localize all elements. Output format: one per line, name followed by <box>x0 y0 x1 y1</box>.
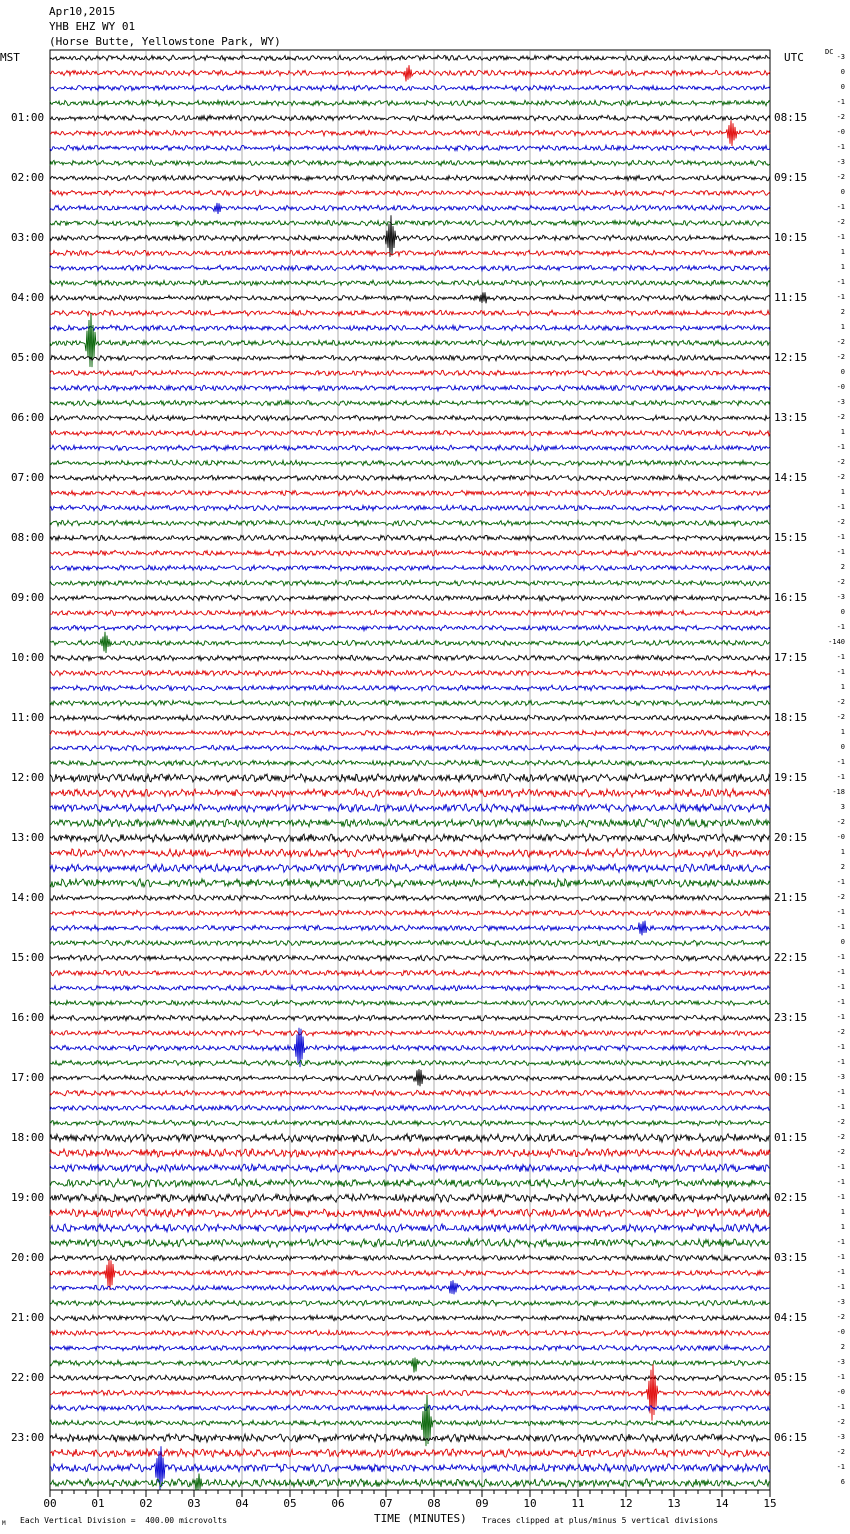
dc-offset-label: -1 <box>836 998 845 1006</box>
dc-offset-label: 0 <box>840 743 845 751</box>
dc-offset-label: -2 <box>836 818 845 826</box>
dc-offset-label: -0 <box>836 1328 845 1336</box>
dc-offset-label: -2 <box>836 1418 845 1426</box>
right-hour-label: 20:15 <box>774 831 808 844</box>
dc-offset-label: 1 <box>840 1223 845 1231</box>
trace-line <box>50 505 770 510</box>
right-hour-label: 12:15 <box>774 351 808 364</box>
trace-line <box>50 1069 770 1086</box>
dc-offset-label: 2 <box>840 308 845 316</box>
right-hour-label: 19:15 <box>774 771 808 784</box>
trace-line <box>50 535 770 541</box>
dc-offset-label: 3 <box>840 803 845 811</box>
dc-offset-label: -1 <box>836 233 845 241</box>
trace-line <box>50 1149 770 1157</box>
dc-offset-label: -2 <box>836 458 845 466</box>
trace-line <box>50 1105 770 1110</box>
trace-line <box>50 415 770 421</box>
dc-offset-label: 0 <box>840 608 845 616</box>
left-hour-label: 06:00 <box>11 411 45 424</box>
right-hour-label: 21:15 <box>774 891 808 904</box>
left-hour-label: 09:00 <box>11 591 45 604</box>
dc-offset-label: 0 <box>840 83 845 91</box>
x-tick-label: 15 <box>763 1497 777 1510</box>
dc-offset-label: -2 <box>836 218 845 226</box>
dc-offset-label: -3 <box>836 398 845 406</box>
dc-offset-label: -1 <box>836 1238 845 1246</box>
trace-line <box>50 85 770 91</box>
right-hour-label: 04:15 <box>774 1311 808 1324</box>
trace-line <box>50 292 770 303</box>
right-hour-label: 09:15 <box>774 171 808 184</box>
dc-offset-label: -1 <box>836 503 845 511</box>
right-hour-label: 00:15 <box>774 1071 808 1084</box>
dc-offset-label: -0 <box>836 1388 845 1396</box>
dc-offset-label: -1 <box>836 1253 845 1261</box>
dc-offset-label: -2 <box>836 1448 845 1456</box>
trace-line <box>50 1449 770 1457</box>
trace-line <box>50 325 770 331</box>
trace-line <box>50 1120 770 1126</box>
x-axis-title: TIME (MINUTES) <box>374 1512 467 1525</box>
x-tick-label: 14 <box>715 1497 729 1510</box>
trace-line <box>50 1330 770 1336</box>
dc-offset-label: -1 <box>836 1373 845 1381</box>
x-tick-label: 04 <box>235 1497 249 1510</box>
left-hour-label: 04:00 <box>11 291 45 304</box>
trace-line <box>50 100 770 105</box>
left-timezone-label: MST <box>0 51 20 64</box>
trace-line <box>50 910 770 915</box>
dc-offset-label: -2 <box>836 413 845 421</box>
trace-line <box>50 625 770 630</box>
trace-line <box>50 120 770 146</box>
dc-offset-label: -1 <box>836 1178 845 1186</box>
trace-line <box>50 1134 770 1142</box>
right-hour-label: 05:15 <box>774 1371 808 1384</box>
dc-offset-label: -1 <box>836 1283 845 1291</box>
right-timezone-label: UTC <box>784 51 804 64</box>
dc-offset-label: -1 <box>836 1193 845 1201</box>
trace-line <box>50 940 770 945</box>
x-axis-ticks <box>50 1490 770 1497</box>
trace-line <box>50 430 770 435</box>
dc-offset-label: -1 <box>836 1103 845 1111</box>
dc-offset-label: -2 <box>836 713 845 721</box>
dc-offset-label: -1 <box>836 1403 845 1411</box>
trace-line <box>50 220 770 226</box>
dc-offset-label: 0 <box>840 188 845 196</box>
trace-line <box>50 445 770 451</box>
dc-offset-label: -0 <box>836 833 845 841</box>
dc-offset-label: -3 <box>836 1298 845 1306</box>
trace-line <box>50 385 770 390</box>
dc-offset-label: -1 <box>836 773 845 781</box>
trace-line <box>50 370 770 375</box>
trace-line <box>50 1209 770 1217</box>
trace-line <box>50 595 770 601</box>
dc-offset-label: -3 <box>836 1073 845 1081</box>
dc-offset-label: -2 <box>836 338 845 346</box>
dc-offset-label: -1 <box>836 98 845 106</box>
dc-offset-label: -18 <box>832 788 845 796</box>
seismic-traces <box>50 55 770 1490</box>
dc-offset-label: 1 <box>840 248 845 256</box>
trace-line <box>50 65 770 81</box>
x-tick-label: 10 <box>523 1497 537 1510</box>
right-hour-label: 03:15 <box>774 1251 808 1264</box>
dc-offset-label: -1 <box>836 878 845 886</box>
trace-line <box>50 1060 770 1066</box>
right-hour-label: 11:15 <box>774 291 808 304</box>
dc-offset-label: 1 <box>840 488 845 496</box>
dc-offset-label: -1 <box>836 908 845 916</box>
dc-offset-label: -1 <box>836 653 845 661</box>
dc-offset-label: -1 <box>836 533 845 541</box>
dc-offset-label: -2 <box>836 893 845 901</box>
left-hour-label: 03:00 <box>11 231 45 244</box>
dc-offset-label: -140 <box>828 638 845 646</box>
trace-line <box>50 849 770 857</box>
left-hour-label: 10:00 <box>11 651 45 664</box>
dc-offset-label: 1 <box>840 848 845 856</box>
trace-line <box>50 400 770 406</box>
trace-line <box>50 1315 770 1321</box>
trace-line <box>50 921 770 936</box>
trace-line <box>50 970 770 976</box>
dc-offset-label: -1 <box>836 953 845 961</box>
dc-offset-label: 1 <box>840 323 845 331</box>
dc-offset-label: -2 <box>836 1148 845 1156</box>
trace-line <box>50 1224 770 1232</box>
dc-offset-label: -1 <box>836 623 845 631</box>
trace-line <box>50 700 770 706</box>
trace-line <box>50 1030 770 1036</box>
dc-offset-label: -2 <box>836 518 845 526</box>
trace-line <box>50 789 770 797</box>
dc-offset-label: -1 <box>836 293 845 301</box>
trace-line <box>50 355 770 360</box>
trace-line <box>50 565 770 570</box>
left-hour-label: 05:00 <box>11 351 45 364</box>
trace-line <box>50 1280 770 1294</box>
left-hour-label: 18:00 <box>11 1131 45 1144</box>
dc-offset-label: -2 <box>836 698 845 706</box>
trace-line <box>50 1090 770 1096</box>
dc-offset-label: -1 <box>836 443 845 451</box>
trace-line <box>50 1405 770 1411</box>
x-tick-label: 01 <box>91 1497 105 1510</box>
dc-offset-label: -1 <box>836 143 845 151</box>
trace-line <box>50 580 770 586</box>
dc-offset-label: -1 <box>836 1088 845 1096</box>
trace-line <box>50 1179 770 1187</box>
dc-offset-label: -3 <box>836 1433 845 1441</box>
dc-offset-label: 0 <box>840 68 845 76</box>
dc-offset-label: -2 <box>836 1313 845 1321</box>
dc-offset-label: -3 <box>836 53 845 61</box>
trace-line <box>50 1239 770 1247</box>
trace-line <box>50 730 770 736</box>
trace-line <box>50 1300 770 1305</box>
trace-line <box>50 610 770 616</box>
trace-line <box>50 819 770 827</box>
left-hour-label: 23:00 <box>11 1431 45 1444</box>
trace-line <box>50 310 770 316</box>
x-tick-label: 05 <box>283 1497 297 1510</box>
left-hour-label: 13:00 <box>11 831 45 844</box>
dc-offset-label: -1 <box>836 968 845 976</box>
trace-line <box>50 760 770 766</box>
dc-offset-header: DC <box>825 48 834 56</box>
dc-offset-label: -1 <box>836 758 845 766</box>
dc-offset-label: -2 <box>836 1118 845 1126</box>
right-hour-label: 06:15 <box>774 1431 808 1444</box>
trace-line <box>50 715 770 721</box>
dc-offset-label: 1 <box>840 428 845 436</box>
left-hour-label: 02:00 <box>11 171 45 184</box>
dc-offset-label: -3 <box>836 1358 845 1366</box>
left-hour-label: 20:00 <box>11 1251 45 1264</box>
dc-offset-label: -1 <box>836 923 845 931</box>
trace-line <box>50 745 770 751</box>
dc-offset-label: -0 <box>836 128 845 136</box>
right-hour-label: 08:15 <box>774 111 808 124</box>
trace-line <box>50 115 770 121</box>
trace-line <box>50 985 770 991</box>
x-tick-label: 07 <box>379 1497 393 1510</box>
dc-offset-label: -1 <box>836 1043 845 1051</box>
dc-offset-label: 1 <box>840 728 845 736</box>
trace-line <box>50 550 770 556</box>
x-tick-label: 02 <box>139 1497 153 1510</box>
dc-offset-label: -1 <box>836 668 845 676</box>
right-hour-label: 23:15 <box>774 1011 808 1024</box>
dc-offset-label: -1 <box>836 278 845 286</box>
station-code: YHB EHZ WY 01 <box>49 20 136 33</box>
left-hour-label: 21:00 <box>11 1311 45 1324</box>
trace-line <box>50 1255 770 1261</box>
trace-line <box>50 475 770 481</box>
trace-line <box>50 1000 770 1005</box>
dc-offset-label: 0 <box>840 938 845 946</box>
x-tick-label: 06 <box>331 1497 345 1510</box>
trace-line <box>50 1434 770 1442</box>
dc-offset-label: -2 <box>836 1133 845 1141</box>
dc-offset-label: 0 <box>840 368 845 376</box>
dc-offset-label: 2 <box>840 563 845 571</box>
trace-line <box>50 175 770 180</box>
right-hour-label: 10:15 <box>774 231 808 244</box>
x-tick-label: 09 <box>475 1497 489 1510</box>
left-hour-label: 12:00 <box>11 771 45 784</box>
dc-offset-label: -2 <box>836 578 845 586</box>
dc-offset-label: -0 <box>836 383 845 391</box>
corner-mark: M <box>2 1520 6 1527</box>
left-hour-label: 16:00 <box>11 1011 45 1024</box>
dc-offset-label: -1 <box>836 1013 845 1021</box>
plot-date: Apr10,2015 <box>49 5 116 18</box>
trace-line <box>50 1345 770 1351</box>
dc-offset-label: 1 <box>840 263 845 271</box>
dc-offset-label: 2 <box>840 1343 845 1351</box>
dc-offset-label: -1 <box>836 983 845 991</box>
left-hour-label: 17:00 <box>11 1071 45 1084</box>
left-hour-label: 19:00 <box>11 1191 45 1204</box>
trace-line <box>50 955 770 961</box>
trace-line <box>50 145 770 151</box>
dc-offset-label: 6 <box>840 1478 845 1486</box>
left-hour-label: 14:00 <box>11 891 45 904</box>
left-hour-label: 15:00 <box>11 951 45 964</box>
dc-offset-label: -3 <box>836 593 845 601</box>
dc-offset-label: -2 <box>836 473 845 481</box>
trace-line <box>50 895 770 901</box>
dc-offset-label: -1 <box>836 1058 845 1066</box>
left-hour-label: 07:00 <box>11 471 45 484</box>
dc-offset-label: -3 <box>836 158 845 166</box>
x-tick-label: 08 <box>427 1497 441 1510</box>
right-hour-label: 14:15 <box>774 471 808 484</box>
dc-offset-label: 1 <box>840 683 845 691</box>
trace-line <box>50 685 770 691</box>
trace-line <box>50 490 770 496</box>
dc-offset-label: -2 <box>836 353 845 361</box>
trace-line <box>50 774 770 782</box>
trace-line <box>50 190 770 195</box>
left-hour-label: 22:00 <box>11 1371 45 1384</box>
dc-offset-label: -1 <box>836 1163 845 1171</box>
dc-offset-label: -2 <box>836 113 845 121</box>
left-hour-label: 01:00 <box>11 111 45 124</box>
trace-line <box>50 879 770 887</box>
trace-line <box>50 1364 770 1420</box>
trace-line <box>50 655 770 661</box>
trace-line <box>50 632 770 653</box>
right-hour-label: 17:15 <box>774 651 808 664</box>
left-hour-label: 08:00 <box>11 531 45 544</box>
x-tick-label: 03 <box>187 1497 201 1510</box>
trace-line <box>50 804 770 812</box>
dc-offset-label: 1 <box>840 1208 845 1216</box>
dc-offset-label: -1 <box>836 203 845 211</box>
left-hour-label: 11:00 <box>11 711 45 724</box>
dc-offset-label: -1 <box>836 548 845 556</box>
x-tick-label: 13 <box>667 1497 681 1510</box>
trace-line <box>50 1358 770 1373</box>
trace-line <box>50 250 770 256</box>
station-location: (Horse Butte, Yellowstone Park, WY) <box>49 35 281 48</box>
trace-line <box>50 520 770 526</box>
trace-line <box>50 280 770 285</box>
trace-line <box>50 265 770 271</box>
trace-line <box>50 834 770 842</box>
trace-line <box>50 864 770 872</box>
dc-offset-label: 2 <box>840 863 845 871</box>
trace-line <box>50 460 770 466</box>
trace-line <box>50 160 770 166</box>
dc-offset-label: -1 <box>836 1268 845 1276</box>
right-hour-label: 16:15 <box>774 591 808 604</box>
trace-line <box>50 1194 770 1202</box>
trace-line <box>50 1375 770 1381</box>
right-hour-label: 13:15 <box>774 411 808 424</box>
x-tick-label: 11 <box>571 1497 585 1510</box>
trace-line <box>50 1164 770 1172</box>
trace-line <box>50 55 770 61</box>
trace-line <box>50 203 770 214</box>
right-hour-label: 15:15 <box>774 531 808 544</box>
dc-offset-label: -1 <box>836 1463 845 1471</box>
dc-offset-label: -2 <box>836 173 845 181</box>
trace-line <box>50 670 770 676</box>
right-hour-label: 22:15 <box>774 951 808 964</box>
trace-line <box>50 1015 770 1021</box>
right-hour-label: 01:15 <box>774 1131 808 1144</box>
right-hour-label: 18:15 <box>774 711 808 724</box>
x-tick-label: 12 <box>619 1497 633 1510</box>
x-tick-label: 00 <box>43 1497 57 1510</box>
clipping-note: Traces clipped at plus/minus 5 vertical divisions <box>482 1516 719 1525</box>
right-hour-label: 02:15 <box>774 1191 808 1204</box>
trace-line <box>50 1260 770 1290</box>
vertical-scale-note: Each Vertical Division = 400.00 microvolts <box>20 1516 228 1525</box>
dc-offset-label: -2 <box>836 1028 845 1036</box>
